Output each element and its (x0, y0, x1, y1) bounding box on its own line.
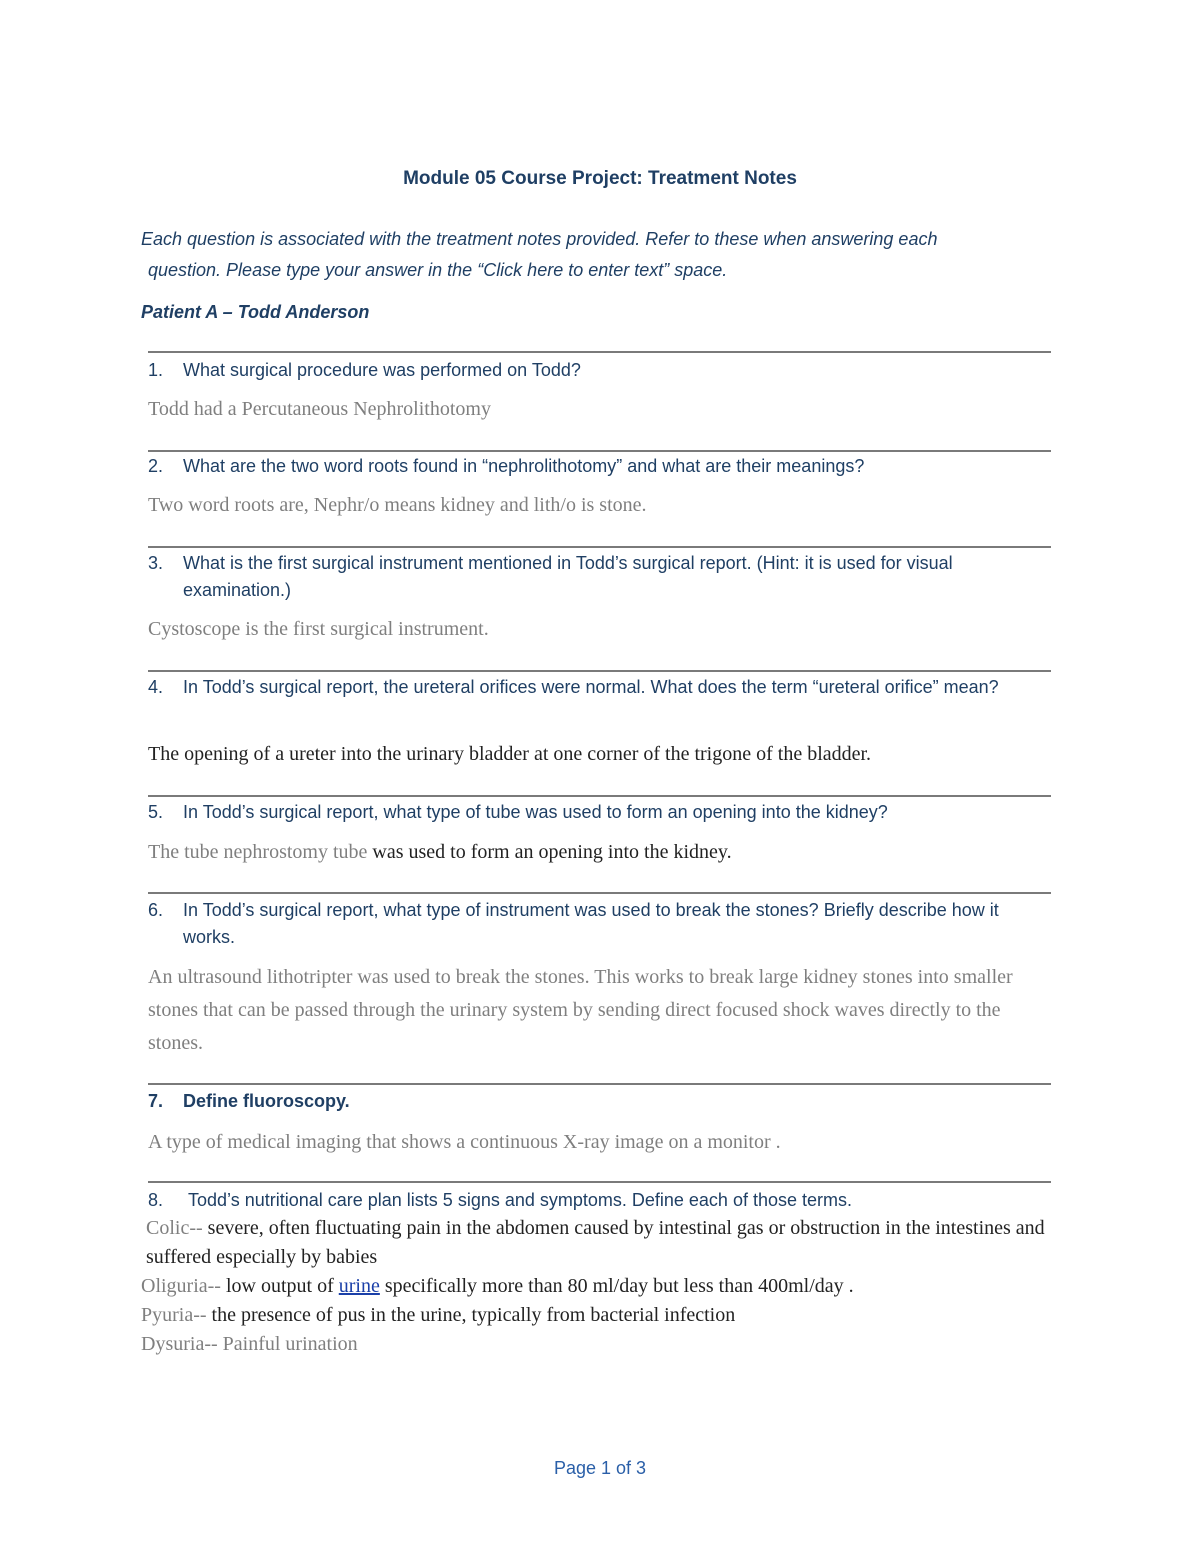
question-text: What are the two word roots found in “nephrolithotomy” and what are their meanings? (183, 456, 865, 476)
divider-rule (148, 795, 1051, 797)
question-number: 2. (148, 456, 164, 476)
answer-7[interactable]: A type of medical imaging that shows a continuous X-ray image on a monitor . (148, 1131, 781, 1153)
question-8 (148, 1187, 1048, 1214)
question-2 (148, 453, 1048, 480)
answer-5-part-1: The tube nephrostomy tube (148, 841, 368, 863)
urine-link[interactable]: urine (338, 1275, 380, 1297)
question-6 (148, 897, 1048, 951)
divider-rule (148, 351, 1051, 353)
question-text: What surgical procedure was performed on Todd? (183, 360, 581, 380)
page-title: Module 05 Course Project: Treatment Notes (403, 168, 797, 189)
definition-pyuria[interactable] (141, 1301, 1061, 1330)
definition-colic[interactable] (146, 1214, 1066, 1272)
answer-1[interactable]: Todd had a Percutaneous Nephrolithotomy (148, 398, 491, 420)
instructions-line-1: Each question is associated with the treatment notes provided. Refer to these when answering each (141, 229, 938, 249)
question-7 (148, 1088, 1048, 1115)
page-number: Page 1 of 3 (553, 1458, 647, 1478)
answer-3[interactable]: Cystoscope is the first surgical instrument. (148, 618, 489, 640)
question-number: 1. (148, 360, 164, 380)
answer-2[interactable]: Two word roots are, Nephr/o means kidney and lith/o is stone. (148, 494, 647, 516)
question-number: 5. (148, 802, 164, 822)
divider-rule (148, 1181, 1051, 1183)
question-number: 6. (148, 900, 164, 920)
instructions-line-2: question. Please type your answer in the “Click here to enter text” space. (148, 260, 728, 280)
answer-6[interactable]: An ultrasound lithotripter was used to break the stones. This works to break large kidney stones into smaller stones that can be passed through the urinary system by sending direct focused shock waves directly to the stones. (148, 966, 1013, 1054)
divider-rule (148, 450, 1051, 452)
question-text: Todd’s nutritional care plan lists 5 signs and symptoms. Define each of those terms. (188, 1190, 852, 1210)
question-text: In Todd’s surgical report, what type of tube was used to form an opening into the kidney? (183, 802, 888, 822)
question-3 (148, 550, 1048, 604)
divider-rule (148, 1083, 1051, 1085)
question-text: What is the first surgical instrument mentioned in Todd’s surgical report. (Hint: it is used for visual examination.) (183, 553, 953, 600)
term-colic: Colic-- (146, 1217, 203, 1239)
divider-rule (148, 670, 1051, 672)
definition-oliguria[interactable] (141, 1272, 1061, 1301)
question-text: In Todd’s surgical report, what type of instrument was used to break the stones? Briefly describe how it works. (183, 900, 999, 947)
question-number: 8. (148, 1190, 164, 1210)
question-number: 4. (148, 677, 164, 697)
divider-rule (148, 892, 1051, 894)
term-pyuria: Pyuria-- (141, 1304, 207, 1326)
question-number: 3. (148, 553, 164, 573)
oliguria-definition-b: specifically more than 80 ml/day but less than 400ml/day . (379, 1275, 854, 1297)
definition-dysuria[interactable]: Dysuria-- Painful urination (141, 1333, 358, 1355)
question-5 (148, 799, 1048, 826)
question-text: Define fluoroscopy. (183, 1091, 350, 1111)
oliguria-definition-a: low output of (220, 1275, 339, 1297)
patient-heading: Patient A – Todd Anderson (141, 302, 370, 322)
divider-rule (148, 546, 1051, 548)
question-number: 7. (148, 1091, 164, 1111)
answer-5[interactable] (148, 836, 1048, 869)
colic-definition: severe, often fluctuating pain in the abdomen caused by intestinal gas or obstruction in the intestines and suffered especially by babies (146, 1217, 1045, 1268)
answer-4[interactable]: The opening of a ureter into the urinary bladder at one corner of the trigone of the bladder. (148, 743, 872, 765)
question-4 (148, 674, 1048, 701)
question-1 (148, 357, 1048, 384)
pyuria-definition: the presence of pus in the urine, typically from bacterial infection (206, 1304, 736, 1326)
term-oliguria: Oliguria-- (141, 1275, 221, 1297)
answer-5-part-2: was used to form an opening into the kidney. (367, 841, 732, 863)
question-text: In Todd’s surgical report, the ureteral orifices were normal. What does the term “ureteral orifice” mean? (183, 677, 999, 697)
